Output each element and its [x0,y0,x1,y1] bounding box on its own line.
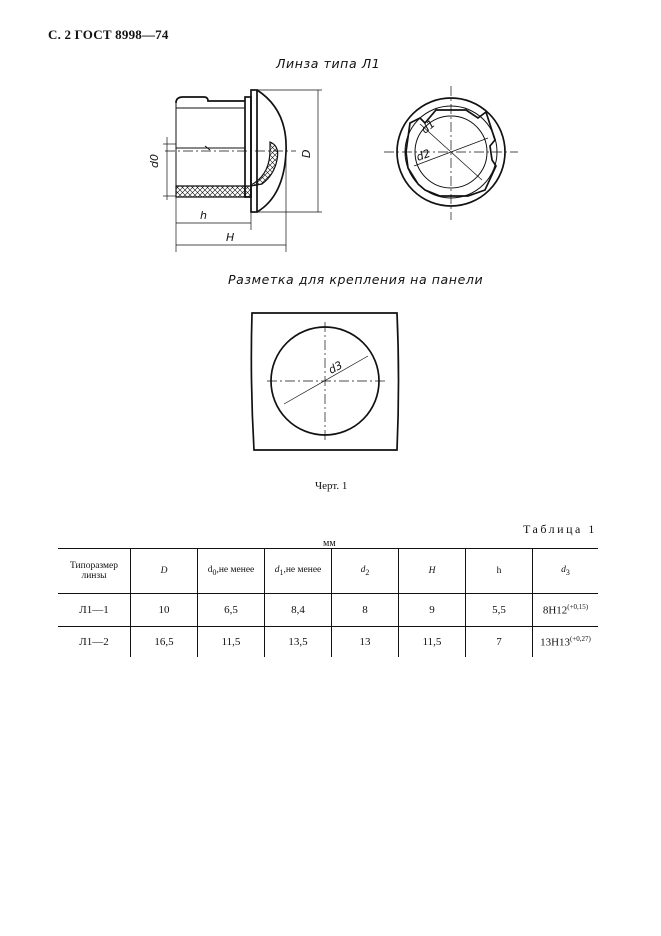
col-d2-header: $d_2$ [332,549,399,594]
marking-drawing-title: Разметка для крепления на панели [228,272,484,287]
col-d1-header: $d_1,не$ менее [265,549,332,594]
H-label: H [226,231,235,244]
cell-type: Л1—2 [58,627,131,658]
col-h-header: h [466,549,533,594]
lens-side-view [148,90,322,252]
cell-H: 9 [399,594,466,627]
lens-front-view [384,86,518,220]
cell-D: 16,5 [131,627,198,658]
table-units: мм [323,538,336,549]
cell-d1: 13,5 [265,627,332,658]
d1-label: d1 [418,117,438,137]
cell-d3: $8Н12^{(+0,15)}$ [533,594,599,627]
h-label: h [200,209,207,222]
cell-h: 5,5 [466,594,533,627]
d0-label: d0 [148,154,161,168]
col-H-header: H [399,549,466,594]
cell-h: 7 [466,627,533,658]
table-caption: Таблица 1 [523,522,597,536]
D-label: D [300,149,313,158]
d2-label: d2 [414,146,433,164]
figure-caption: Черт. 1 [315,480,348,492]
cell-D: 10 [131,594,198,627]
col-d3-header: $d_3$ [533,549,599,594]
cell-d0: 11,5 [198,627,265,658]
d3-label: d3 [326,358,345,377]
cell-type: Л1—1 [58,594,131,627]
table-header-row [58,549,598,594]
cell-d2: 13 [332,627,399,658]
cell-d2: 8 [332,594,399,627]
table-row [58,594,598,627]
cell-H: 11,5 [399,627,466,658]
cell-d0: 6,5 [198,594,265,627]
lens-drawing-title: Линза типа Л1 [276,56,381,71]
spec-table [58,548,598,657]
table-row [58,627,598,658]
panel-marking [251,313,398,450]
col-D-header: D [131,549,198,594]
page-header: С. 2 ГОСТ 8998—74 [48,27,169,42]
cell-d1: 8,4 [265,594,332,627]
cell-d3: $13Н13^{(+0,27)}$ [540,635,591,649]
col-d0-header: $d_0,не$ менее [198,549,265,594]
col-type-header: Типоразмер линзы [58,549,131,594]
